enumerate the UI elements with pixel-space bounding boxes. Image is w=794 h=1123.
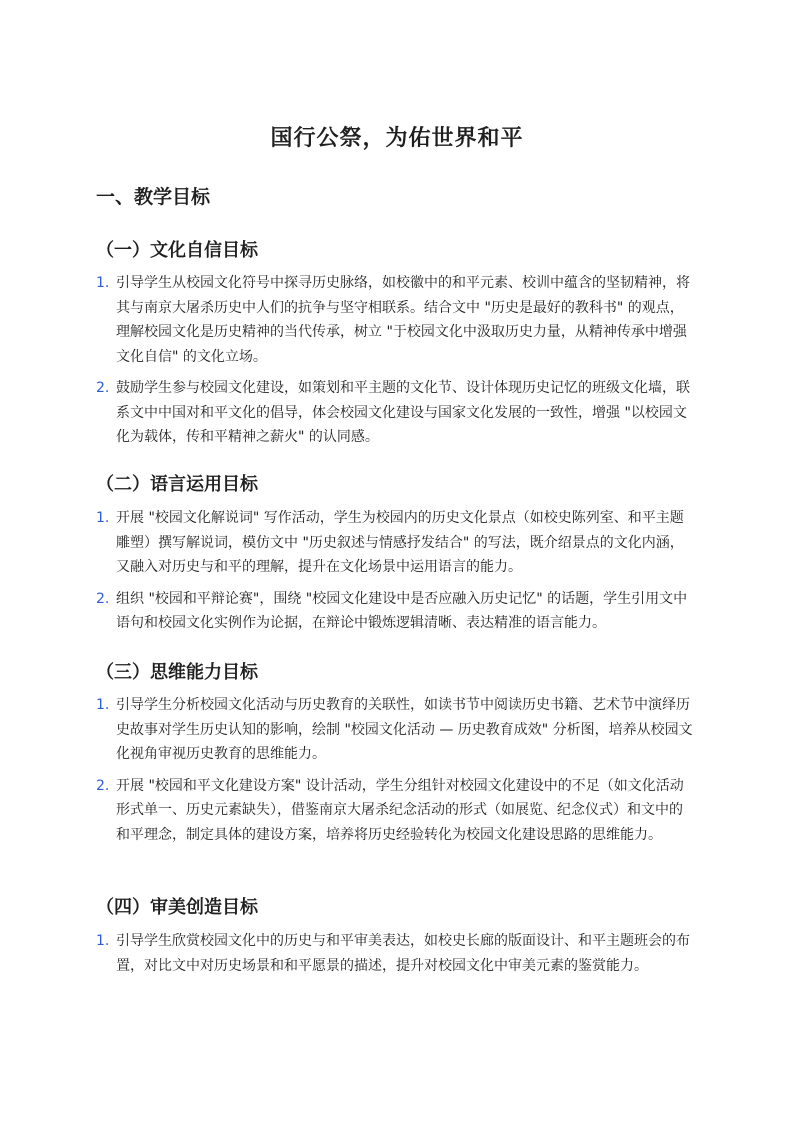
aesthetic-creation-list — [96, 929, 696, 985]
document-title: 国行公祭，为佑世界和平 — [270, 126, 524, 151]
subheading-cultural-confidence: （一）文化自信目标 — [96, 240, 258, 261]
list-item-text: 引导学生分析校园文化活动与历史教育的关联性，如读书节中阅读历史书籍、艺术节中演绎历史故事对学生历史认知的影响，绘制 "校园文化活动 — 历史教育成效" 分析图，培养从校园文化视角审视历史教育的思维能力。 — [116, 697, 693, 762]
list-item — [96, 929, 696, 978]
subheading-language-use: （二）语言运用目标 — [96, 474, 258, 495]
list-item — [96, 506, 696, 580]
list-item-text: 开展 "校园文化解说词" 写作活动，学生为校园内的历史文化景点（如校史陈列室、和平主题雕塑）撰写解说词，模仿文中 "历史叙述与情感抒发结合" 的写法，既介绍景点的文化内涵，又融入对历史与和平的理解，提升在文化场景中运用语言的能力。 — [116, 510, 684, 575]
list-number: 2. — [96, 777, 110, 794]
list-item — [96, 271, 696, 369]
list-number: 2. — [96, 590, 110, 607]
list-number: 2. — [96, 380, 110, 396]
section-heading-teaching-goals: 一、教学目标 — [96, 186, 211, 208]
list-item-text: 鼓励学生参与校园文化建设，如策划和平主题的文化节、设计体现历史记忆的班级文化墙，联系文中中国对和平文化的倡导，体会校园文化建设与国家文化发展的一致性，增强 "以校园文化为载体，传和平精神之薪火" 的认同感。 — [116, 380, 690, 445]
list-number: 1. — [96, 275, 110, 291]
list-item-text: 引导学生从校园文化符号中探寻历史脉络，如校徽中的和平元素、校训中蕴含的坚韧精神，将其与南京大屠杀历史中人们的抗争与坚守相联系。结合文中 "历史是最好的教科书" 的观点，理解校园文化是历史精神的当代传承，树立 "于校园文化中汲取历史力量，从精神传承中增强文化自信" 的文化立场。 — [116, 275, 690, 365]
list-item — [96, 587, 696, 636]
list-item — [96, 693, 696, 767]
list-number: 1. — [96, 510, 110, 526]
cultural-confidence-list — [96, 271, 696, 457]
list-item — [96, 376, 696, 450]
subheading-thinking-ability: （三）思维能力目标 — [96, 662, 258, 683]
language-use-list — [96, 506, 696, 643]
list-item-text: 开展 "校园和平文化建设方案" 设计活动，学生分组针对校园文化建设中的不足（如文化活动形式单一、历史元素缺失），借鉴南京大屠杀纪念活动的形式（如展览、纪念仪式）和文中的和平理念，制定具体的建设方案，培养将历史经验转化为校园文化建设思路的思维能力。 — [116, 777, 684, 843]
list-item-text: 组织 "校园和平辩论赛"，围绕 "校园文化建设中是否应融入历史记忆" 的话题，学生引用文中语句和校园文化实例作为论据，在辩论中锻炼逻辑清晰、表达精准的语言能力。 — [116, 590, 688, 631]
subheading-aesthetic-creation: （四）审美创造目标 — [96, 897, 258, 918]
list-number: 1. — [96, 697, 110, 713]
thinking-ability-list — [96, 693, 696, 854]
list-item — [96, 774, 696, 848]
list-number: 1. — [96, 933, 110, 949]
list-item-text: 引导学生欣赏校园文化中的历史与和平审美表达，如校史长廊的版面设计、和平主题班会的布置，对比文中对历史场景和和平愿景的描述，提升对校园文化中审美元素的鉴赏能力。 — [116, 933, 690, 974]
